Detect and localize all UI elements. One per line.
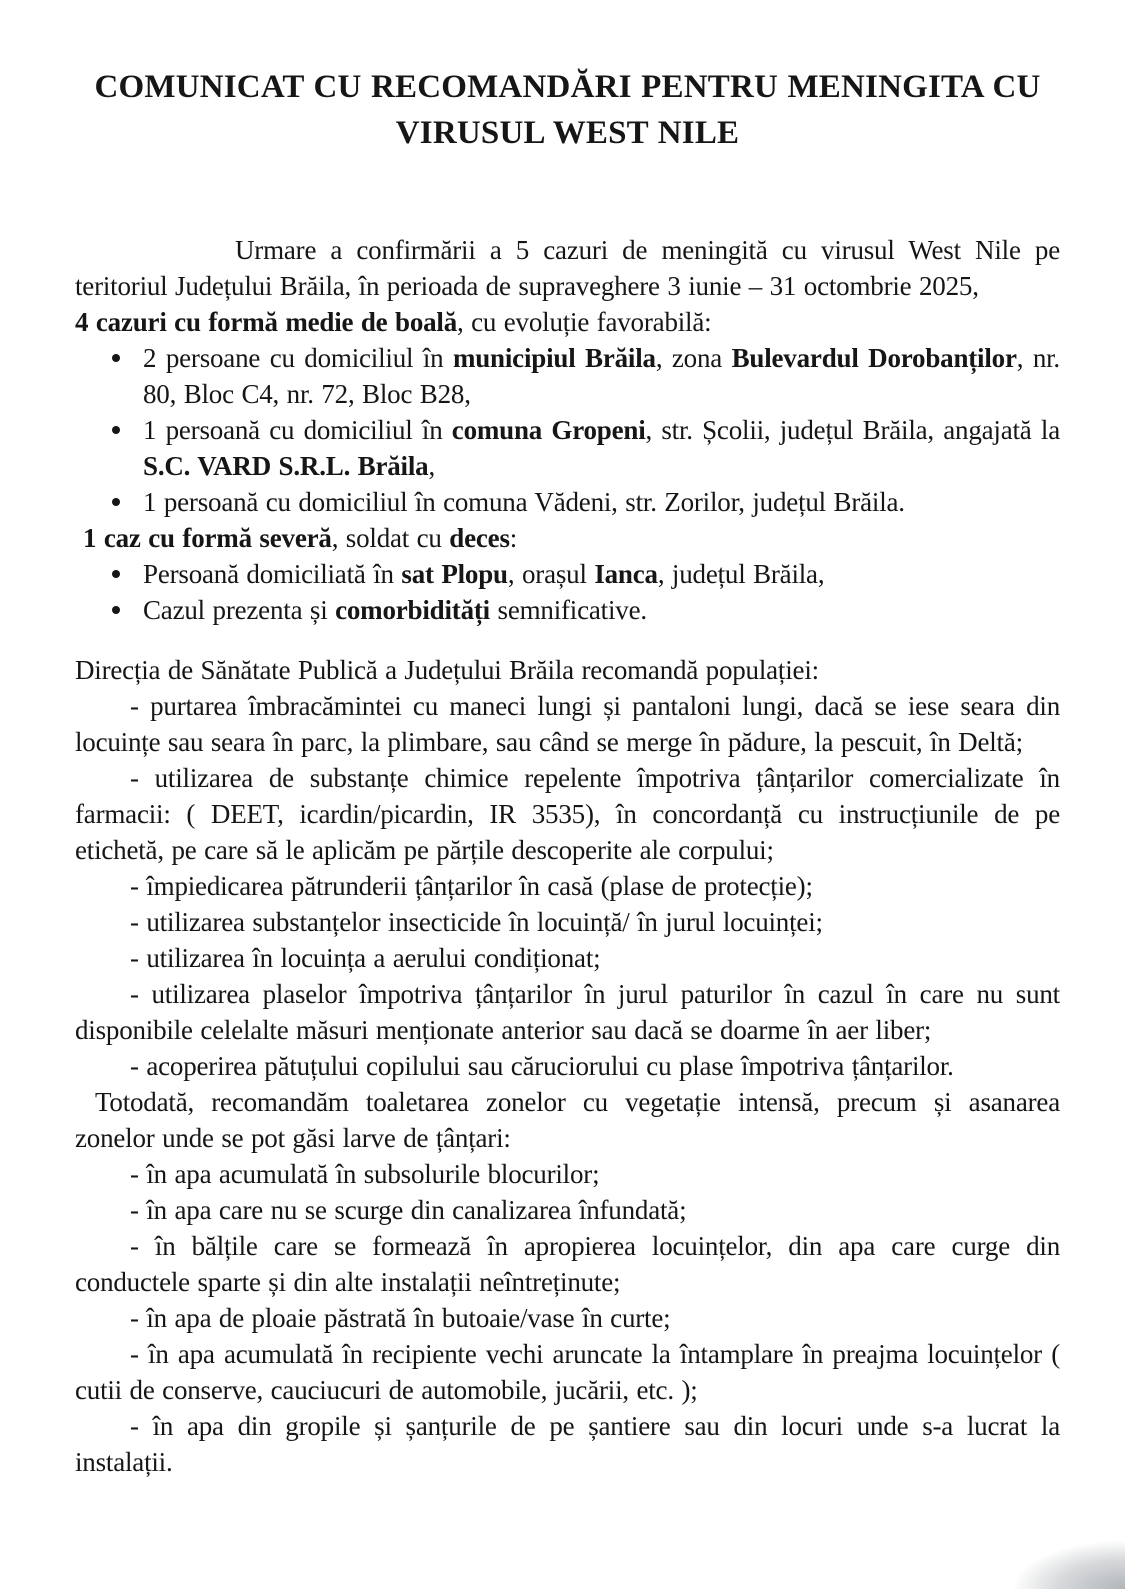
text-segment: : — [509, 523, 518, 553]
text-segment: 2 persoane cu domiciliul în — [143, 343, 453, 373]
recommendation-item: - utilizarea de substanțe chimice repelente împotriva țânțarilor comercializate în farmacii: ( DEET, icardin/picardin, IR 3535), în concordanță cu instrucțiunile de pe etichetă, pe care să le aplicăm pe părțile descoperite ale corpului; — [75, 763, 1060, 865]
text-segment: Persoană domiciliată în — [143, 559, 402, 589]
intro-paragraph: Urmare a confirmării a 5 cazuri de meningită cu virusul West Nile pe teritoriul Județului Brăila, în perioada de supraveghere 3 iunie – 31 octombrie 2025, — [75, 235, 1060, 301]
title-line-1: COMUNICAT CU RECOMANDĂRI PENTRU MENINGITA CU — [94, 69, 1041, 105]
text-segment: , zona — [655, 343, 732, 373]
text-segment-bold: comorbidități — [335, 595, 490, 625]
severe-case-item — [75, 592, 1060, 628]
sanitation-item: - în apa care nu se scurge din canalizarea înfundată; — [130, 1195, 687, 1225]
text-segment-bold: sat Plopu — [401, 559, 508, 589]
sanitation-item: - în apa din gropile și șanțurile de pe șantiere sau din locuri unde s-a lucrat la instalații. — [75, 1411, 1060, 1477]
severe-case-item — [75, 556, 1060, 592]
bullet-icon — [112, 354, 120, 362]
sanitation-heading: Totodată, recomandăm toaletarea zonelor cu vegetație intensă, precum și asanarea zonelor unde se pot găsi larve de țânțari: — [75, 1087, 1060, 1153]
recommendation-item: - împiedicarea pătrunderii țânțarilor în casă (plase de protecție); — [130, 871, 813, 901]
bullet-icon — [112, 606, 120, 614]
text-segment: , cu evoluție favorabilă: — [457, 307, 712, 337]
medium-case-item — [75, 484, 1060, 520]
text-segment-bold: Ianca — [594, 559, 658, 589]
recommendation-item: - utilizarea în locuința a aerului condiționat; — [130, 943, 601, 973]
text-segment: , nr. 80, Bloc C4, nr. 72, Bloc B28, — [143, 343, 1060, 409]
text-segment-bold: municipiul Brăila — [452, 343, 656, 373]
sanitation-item: - în apa acumulată în recipiente vechi aruncate la întamplare în preajma locuințelor ( cutii de conserve, cauciucuri de automobile, jucării, etc. ); — [75, 1339, 1060, 1405]
title-line-2: VIRUSUL WEST NILE — [395, 115, 740, 151]
text-segment: 1 persoană cu domiciliul în — [143, 415, 452, 445]
sanitation-item: - în bălțile care se formează în apropierea locuințelor, din apa care curge din conductele sparte și din alte instalații neîntreținute; — [75, 1231, 1060, 1297]
text-segment: Cazul prezenta și — [143, 595, 336, 625]
medium-cases-lead — [75, 304, 1060, 340]
text-segment: 1 persoană cu domiciliul în comuna Vădeni, str. Zorilor, județul Brăila. — [143, 487, 905, 517]
severe-case-lead — [83, 520, 1060, 556]
text-segment: , str. Școlii, județul Brăila, angajată la — [645, 415, 1060, 445]
recommendations-heading: Direcția de Sănătate Publică a Județului Brăila recomandă populației: — [75, 655, 819, 685]
text-segment-bold: comuna Gropeni — [451, 415, 646, 445]
text-segment-bold: S.C. VARD S.R.L. Brăila — [143, 451, 429, 481]
sanitation-item: - în apa acumulată în subsolurile blocurilor; — [130, 1159, 600, 1189]
text-segment: , județul Brăila, — [657, 559, 825, 589]
recommendation-item: - utilizarea plaselor împotriva țânțarilor în jurul paturilor în cazul în care nu sunt disponibile celelalte măsuri menționate anterior sau dacă se doarme în aer liber; — [75, 979, 1060, 1045]
document-title — [75, 64, 1060, 156]
recommendation-item: - acoperirea pătuțului copilului sau căruciorului cu plase împotriva țânțarilor. — [130, 1051, 954, 1081]
text-segment: , — [428, 451, 436, 481]
text-segment-bold: Bulevardul Dorobanților — [731, 343, 1017, 373]
document-body — [75, 0, 1060, 1480]
medium-case-item — [75, 412, 1060, 484]
bullet-icon — [112, 498, 120, 506]
medium-case-item — [75, 340, 1060, 412]
scan-shadow-artifact — [945, 1499, 1125, 1589]
text-segment: , orașul — [507, 559, 595, 589]
text-segment-bold: deces — [449, 523, 510, 553]
severe-case-list — [75, 556, 1060, 628]
medium-cases-list — [75, 340, 1060, 520]
bullet-icon — [112, 570, 120, 578]
recommendation-item: - purtarea îmbracămintei cu maneci lungi și pantaloni lungi, dacă se iese seara din locuințe sau seara în parc, la plimbare, sau când se merge în pădure, la pescuit, în Deltă; — [75, 691, 1060, 757]
recommendation-item: - utilizarea substanțelor insecticide în locuință/ în jurul locuinței; — [130, 907, 823, 937]
bullet-icon — [112, 426, 120, 434]
severe-case-count: 1 caz cu formă severă — [83, 523, 332, 553]
medium-cases-count: 4 cazuri cu formă medie de boală — [75, 307, 458, 337]
sanitation-item: - în apa de ploaie păstrată în butoaie/vase în curte; — [130, 1303, 671, 1333]
text-segment: , soldat cu — [331, 523, 450, 553]
text-segment: semnificative. — [489, 595, 647, 625]
